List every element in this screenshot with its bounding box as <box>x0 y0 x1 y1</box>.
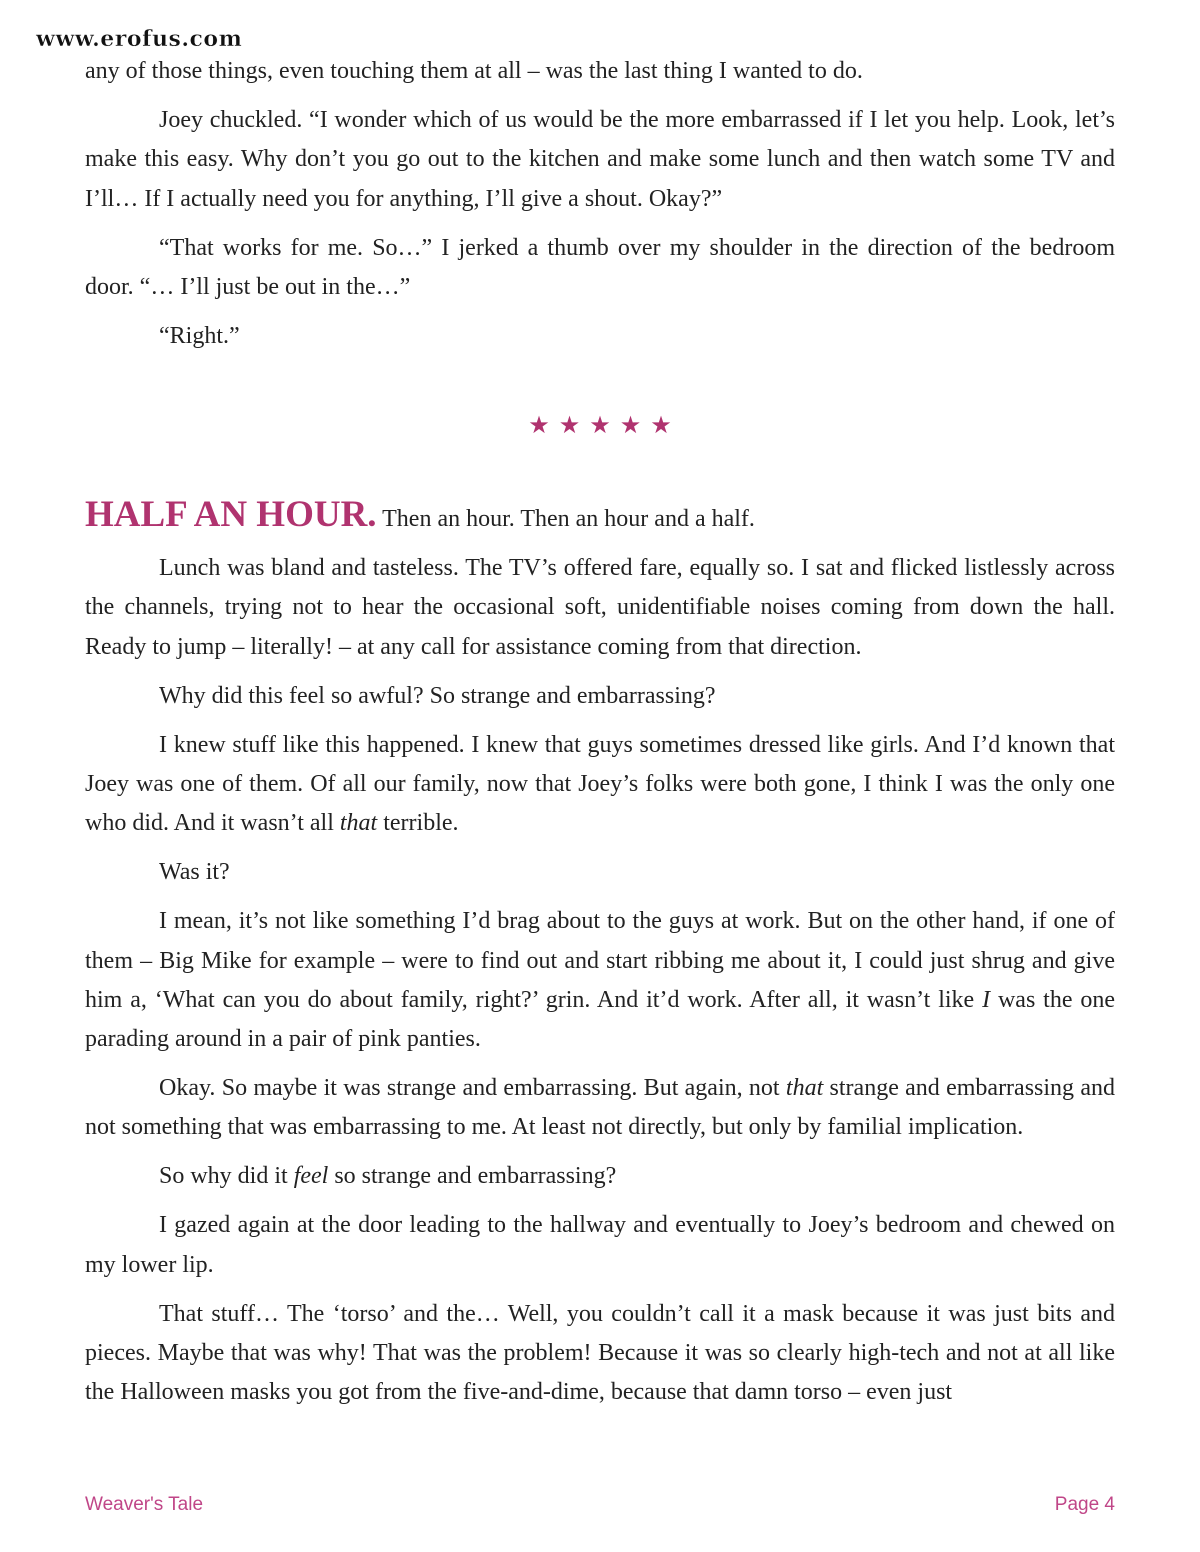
paragraph <box>85 726 1115 844</box>
watermark: www.erofus.com <box>36 26 243 52</box>
paragraph <box>85 1157 1115 1196</box>
paragraph: Lunch was bland and tasteless. The TV’s offered fare, equally so. I sat and flicked listlessly across the channels, trying not to hear the occasional soft, unidentifiable noises coming from down the hall. Ready to jump – literally! – at any call for assistance coming from that direction. <box>85 555 1115 660</box>
text-run: so strange and embarrassing? <box>328 1163 617 1190</box>
text-run: I knew stuff like this happened. I knew that guys sometimes dressed like girls. And I’d known that Joey was one of them. Of all our family, now that Joey’s folks were both gone, I think I was the only one who did. And it wasn’t all <box>85 731 1115 837</box>
paragraph: I gazed again at the door leading to the hallway and eventually to Joey’s bedroom and chewed on my lower lip. <box>85 1212 1115 1278</box>
paragraph: Joey chuckled. “I wonder which of us would be the more embarrassed if I let you help. Look, let’s make this easy. Why don’t you go out to the kitchen and make some lunch and then watch some TV and I’ll… If I actually need you for anything, I’ll give a shout. Okay?” <box>85 106 1115 212</box>
text-run: strange and embarrassing and not something that was embarrassing to me. At least not directly, but only by familial implication. <box>85 1075 1115 1141</box>
emphasis: that <box>339 810 378 837</box>
text-run: I mean, it’s not like something I’d brag about to the guys at work. But on the other hand, if one of them – Big Mike for example – were to find out and start ribbing me about it, I could just shrug and give him a, ‘What can you do about family, right?’ grin. And it’d work. After all, it wasn’t like <box>85 908 1115 1013</box>
paragraph: any of those things, even touching them at all – was the last thing I wanted to do. <box>85 58 863 84</box>
emphasis: that <box>785 1075 824 1102</box>
footer-page-number: Page 4 <box>1054 1494 1115 1515</box>
scene-break-stars: ★★★★★ <box>528 411 681 440</box>
text-run: Okay. So maybe it was strange and embarrassing. But again, not <box>159 1075 786 1102</box>
paragraph: That stuff… The ‘torso’ and the… Well, you couldn’t call it a mask because it was just bits and pieces. Maybe that was why! That was the problem! Because it was so clearly high-tech and not at all like the Halloween masks you got from the five-and-dime, because that damn torso – even just <box>85 1300 1115 1406</box>
page-body <box>85 52 1115 1422</box>
paragraph: Was it? <box>159 859 230 886</box>
section-heading: HALF AN HOUR. <box>85 494 377 536</box>
section-lead: Then an hour. Then an hour and a half. <box>376 506 755 533</box>
emphasis: feel <box>293 1163 329 1190</box>
footer-book-title: Weaver's Tale <box>85 1494 204 1515</box>
text-run: So why did it <box>159 1163 294 1190</box>
paragraph <box>85 902 1115 1059</box>
text-run: terrible. <box>377 810 459 837</box>
text-run: was the one parading around in a pair of pink panties. <box>85 986 1116 1053</box>
section-opening <box>85 495 1115 539</box>
paragraph: “Right.” <box>159 322 240 349</box>
paragraph: “That works for me. So…” I jerked a thumb over my shoulder in the direction of the bedroom door. “… I’ll just be out in the…” <box>85 234 1115 300</box>
paragraph: Why did this feel so awful? So strange and embarrassing? <box>159 682 716 709</box>
emphasis: I <box>982 986 991 1013</box>
paragraph <box>85 1069 1115 1148</box>
